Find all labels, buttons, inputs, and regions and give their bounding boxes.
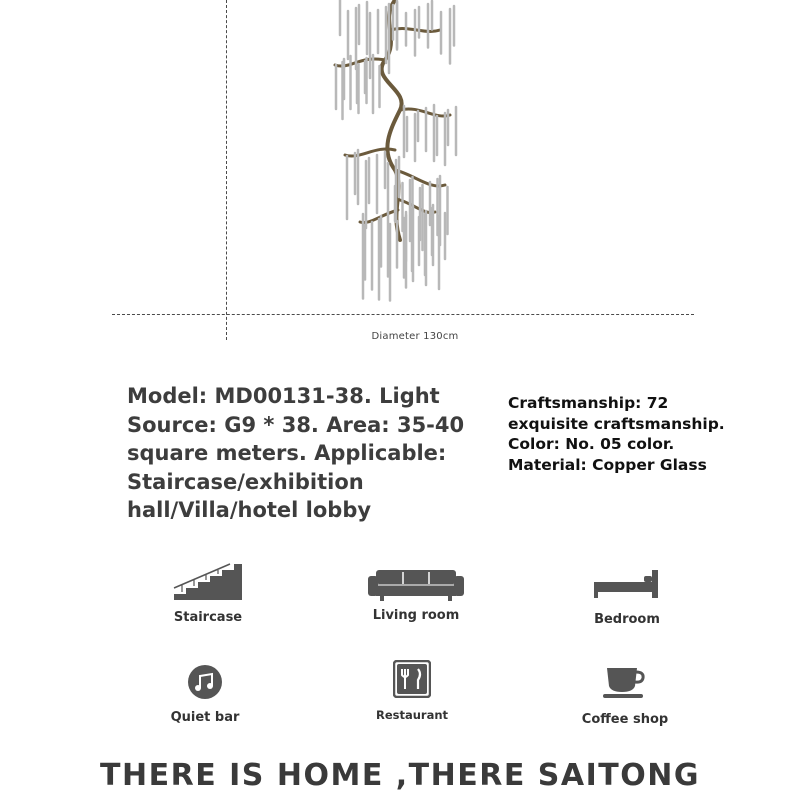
bed-icon [594, 566, 660, 602]
application-bedroom [562, 560, 692, 627]
application-staircase [143, 560, 273, 625]
fork-knife-icon [393, 660, 431, 698]
application-label: Coffee shop [581, 712, 669, 727]
application-coffee-shop [560, 658, 690, 727]
brand-slogan: THERE IS HOME ,THERE SAITONG [100, 758, 700, 793]
spec-model-text: Model: MD00131-38. Light Source: G9 * 38. Area: 35-40 square meters. Applicable: Staircase/exhibition hall/Villa/hotel lobby [127, 384, 465, 522]
coffee-cup-icon [603, 666, 647, 700]
application-quiet-bar [140, 658, 270, 725]
application-restaurant [347, 656, 477, 723]
application-living-room [351, 560, 481, 623]
spec-craft-text: Craftsmanship: 72 exquisite craftsmanship. Color: No. 05 color. Material: Copper Glass [508, 394, 725, 474]
sofa-icon [368, 568, 464, 602]
application-label: Living room [372, 608, 460, 623]
application-label: Quiet bar [170, 710, 240, 725]
application-label: Restaurant [375, 708, 449, 722]
chandelier-image [0, 0, 800, 310]
staircase-icon [172, 562, 244, 602]
application-label: Bedroom [594, 612, 660, 627]
diameter-label: Diameter 130cm [371, 331, 459, 342]
diameter-dimension-line [112, 314, 694, 315]
application-label: Staircase [173, 610, 243, 625]
music-note-icon [187, 664, 223, 700]
center-guide-line [226, 0, 227, 340]
